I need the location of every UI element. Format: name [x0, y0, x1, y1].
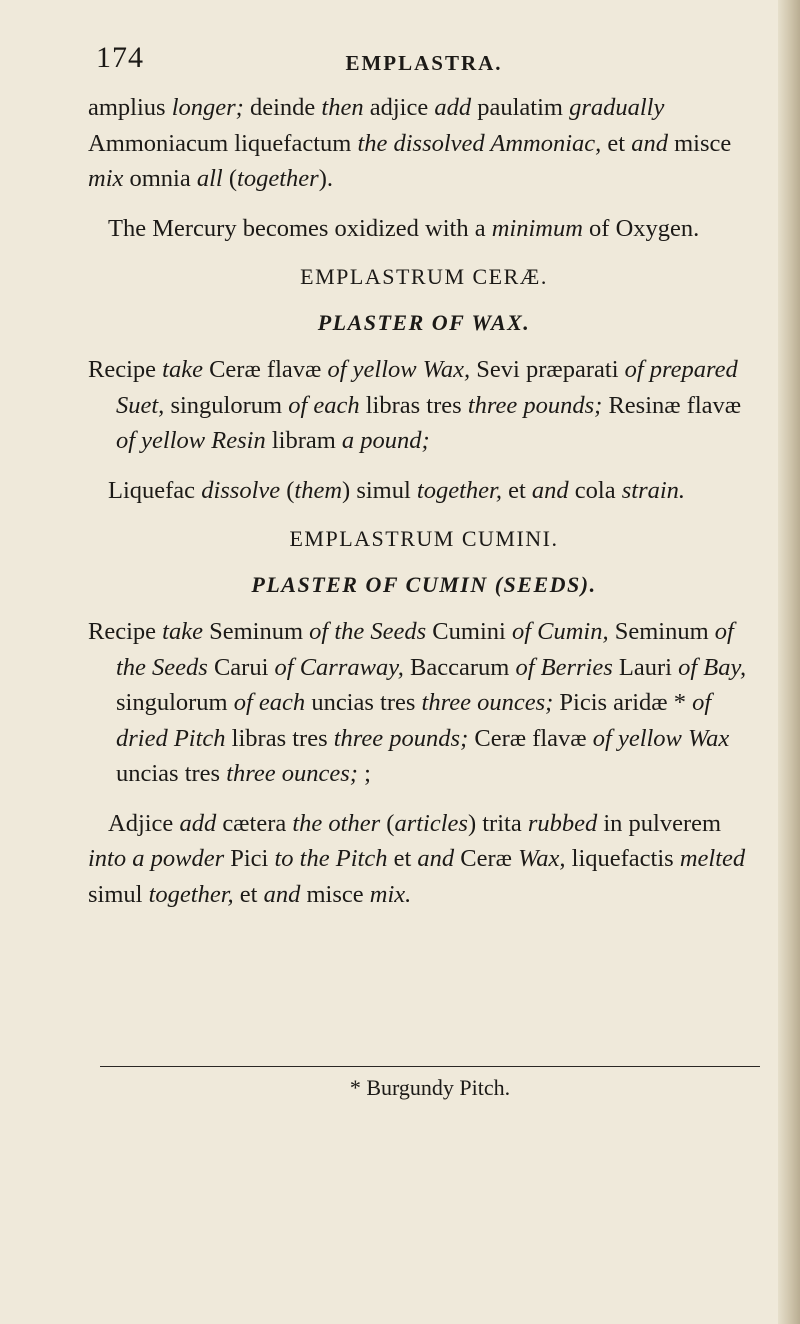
text: (: [222, 165, 238, 192]
page-edge: [778, 0, 800, 1324]
text: Sevi præparati: [470, 356, 625, 383]
text: three ounces;: [421, 689, 554, 716]
text: libram: [265, 427, 342, 454]
section-subheading-wax: PLASTER OF WAX.: [317, 310, 531, 335]
section-subheading-cumin: PLASTER OF CUMIN (SEEDS).: [251, 572, 597, 597]
text: Baccarum: [403, 653, 516, 681]
text: libras tres: [359, 391, 468, 419]
text: three pounds;: [333, 724, 469, 752]
text: strain.: [621, 476, 686, 504]
text: dissolve: [201, 476, 281, 504]
text: articles: [394, 809, 468, 837]
page-header: [88, 38, 760, 88]
text: all: [196, 165, 223, 192]
text: Resinæ flavæ: [602, 391, 742, 419]
text: three pounds;: [467, 391, 603, 419]
text: and: [631, 129, 668, 157]
text: the other: [292, 809, 381, 837]
text: Lauri: [612, 653, 679, 681]
text: uncias tres: [116, 760, 227, 787]
footnote-rule: [100, 1066, 760, 1067]
recipe-cerae: [88, 352, 760, 459]
text: a pound;: [341, 427, 430, 454]
text: them: [294, 476, 343, 504]
text: rubbed: [527, 809, 598, 837]
text: together,: [416, 476, 502, 504]
text: Adjice: [108, 809, 180, 837]
text: of Bay,: [678, 653, 747, 681]
text: libras tres: [225, 724, 334, 752]
text: et: [233, 880, 264, 908]
text: take: [162, 356, 203, 383]
text: (: [280, 476, 295, 504]
text: simul: [88, 880, 149, 908]
page-number: 174: [96, 41, 144, 74]
text: Ceræ flavæ: [202, 356, 328, 383]
text: of Cumin,: [511, 618, 609, 645]
text: Cumini: [426, 618, 512, 645]
text: of yellow Wax: [592, 724, 730, 752]
text: liquefactis: [565, 845, 680, 872]
text: Carui: [207, 653, 275, 681]
text: Pici: [224, 845, 275, 872]
text: ;: [357, 760, 371, 787]
text: the dissolved Ammoniac,: [357, 129, 602, 157]
text: of each: [288, 391, 360, 419]
text: and: [263, 880, 301, 908]
section-heading-cumini: EMPLASTRUM CUMINI.: [289, 526, 559, 551]
text: Ammoniacum liquefactum: [88, 129, 358, 157]
text: of the Seeds: [309, 618, 427, 645]
paragraph-note: [88, 211, 760, 247]
running-head: EMPLASTRA.: [345, 51, 503, 75]
text: et: [501, 476, 532, 504]
text: singulorum: [164, 391, 289, 419]
text: deinde: [243, 94, 322, 121]
text: Ceræ flavæ: [468, 724, 593, 752]
text: Wax,: [518, 845, 566, 872]
text: take: [162, 618, 203, 645]
text: mix: [88, 165, 124, 192]
text: mix.: [369, 880, 412, 908]
text: uncias tres: [305, 689, 422, 716]
footnote: * Burgundy Pitch.: [349, 1075, 511, 1100]
text: Recipe: [88, 618, 163, 645]
text: of prepared Suet,: [116, 356, 738, 419]
text: misce: [300, 880, 370, 908]
text: misce: [667, 129, 732, 157]
text: of the Seeds: [116, 618, 734, 681]
text: The Mercury becomes oxidized with a: [108, 214, 492, 242]
text: Seminum: [608, 618, 715, 645]
text: Picis aridæ *: [553, 689, 693, 716]
text: (: [380, 809, 395, 837]
text: amplius: [88, 94, 172, 121]
section-heading-cerae: EMPLASTRUM CERÆ.: [300, 264, 548, 289]
text: Ceræ: [454, 845, 519, 872]
text: together: [237, 165, 319, 192]
text: three ounces;: [226, 760, 358, 787]
text: longer;: [171, 94, 244, 121]
text: et: [387, 845, 418, 872]
text: of Berries: [515, 653, 613, 681]
body-text: [88, 90, 760, 926]
text: of yellow Wax,: [327, 356, 471, 383]
text: of dried Pitch: [116, 689, 712, 752]
text: add: [434, 94, 472, 121]
recipe-cumini: [88, 614, 760, 792]
text: adjice: [363, 94, 435, 121]
text: then: [321, 94, 364, 121]
text: ) simul: [342, 476, 417, 504]
instruction-cerae: [88, 473, 760, 509]
text: of Oxygen.: [582, 214, 700, 242]
text: of each: [233, 689, 306, 716]
text: Recipe: [88, 356, 163, 383]
text: cætera: [216, 809, 293, 837]
text: ) trita: [467, 809, 528, 837]
text: add: [179, 809, 217, 837]
text: omnia: [123, 165, 197, 192]
text: cola: [568, 476, 622, 504]
text: and: [417, 845, 455, 872]
text: together,: [148, 880, 234, 908]
paragraph-continuation: [88, 90, 760, 197]
text: melted: [679, 845, 746, 872]
text: Liquefac: [108, 476, 202, 504]
text: of yellow Resin: [116, 427, 266, 454]
text: ).: [318, 165, 333, 192]
text: to the Pitch: [274, 845, 388, 872]
text: paulatim: [471, 94, 570, 121]
text: and: [531, 476, 569, 504]
text: in pulverem: [597, 809, 722, 837]
text: into a powder: [88, 845, 225, 872]
text: gradually: [569, 94, 665, 121]
text: of Carraway,: [274, 653, 404, 681]
text: et: [601, 129, 632, 157]
instruction-cumini: [88, 806, 760, 913]
text: singulorum: [116, 689, 234, 716]
text: Seminum: [202, 618, 310, 645]
text: minimum: [491, 214, 583, 242]
